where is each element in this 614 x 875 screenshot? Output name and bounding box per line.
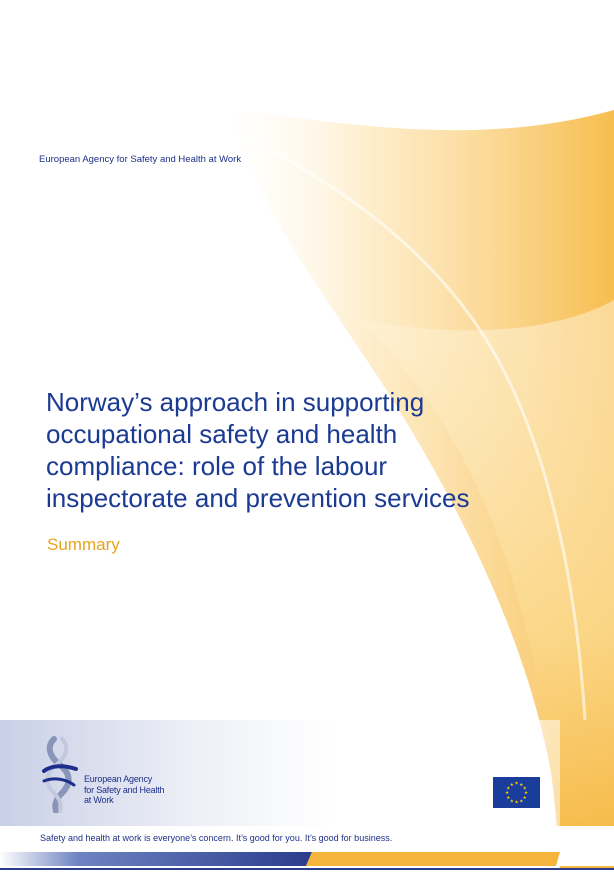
- eu-osha-logo-icon: [40, 735, 82, 813]
- footer-tagline: Safety and health at work is everyone’s concern. It’s good for you. It’s good for business.: [40, 833, 393, 843]
- eu-star-icon: ★: [523, 791, 529, 797]
- footer-stripe: [0, 852, 614, 866]
- eu-flag-icon: [493, 777, 540, 808]
- document-subtitle: Summary: [47, 535, 120, 554]
- eu-star-icon: ★: [509, 782, 514, 788]
- logo-line: at Work: [84, 795, 114, 805]
- title-line: Norway’s approach in supporting: [46, 387, 425, 417]
- eu-star-icon: ★: [522, 786, 527, 792]
- eu-star-icon: ★: [514, 781, 519, 787]
- eu-star-icon: ★: [519, 782, 524, 788]
- eu-star-icon: ★: [522, 795, 527, 801]
- logo-line: European Agency: [84, 774, 153, 784]
- eu-star-icon: ★: [506, 795, 511, 801]
- eu-osha-logo: [40, 735, 170, 813]
- agency-header: European Agency for Safety and Health at Work: [39, 154, 242, 165]
- eu-star-icon: ★: [514, 800, 519, 806]
- eu-star-icon: ★: [509, 799, 514, 805]
- eu-osha-logo-text: [84, 774, 164, 806]
- logo-line: for Safety and Health: [84, 784, 165, 795]
- eu-star-icon: ★: [504, 791, 510, 797]
- title-line: occupational safety and health: [46, 419, 398, 449]
- document-title: [46, 386, 566, 514]
- title-line: inspectorate and prevention services: [46, 483, 470, 513]
- eu-star-icon: ★: [519, 799, 524, 805]
- title-line: compliance: role of the labour: [46, 451, 388, 481]
- eu-star-icon: ★: [506, 786, 511, 792]
- bottom-rule: [0, 868, 614, 870]
